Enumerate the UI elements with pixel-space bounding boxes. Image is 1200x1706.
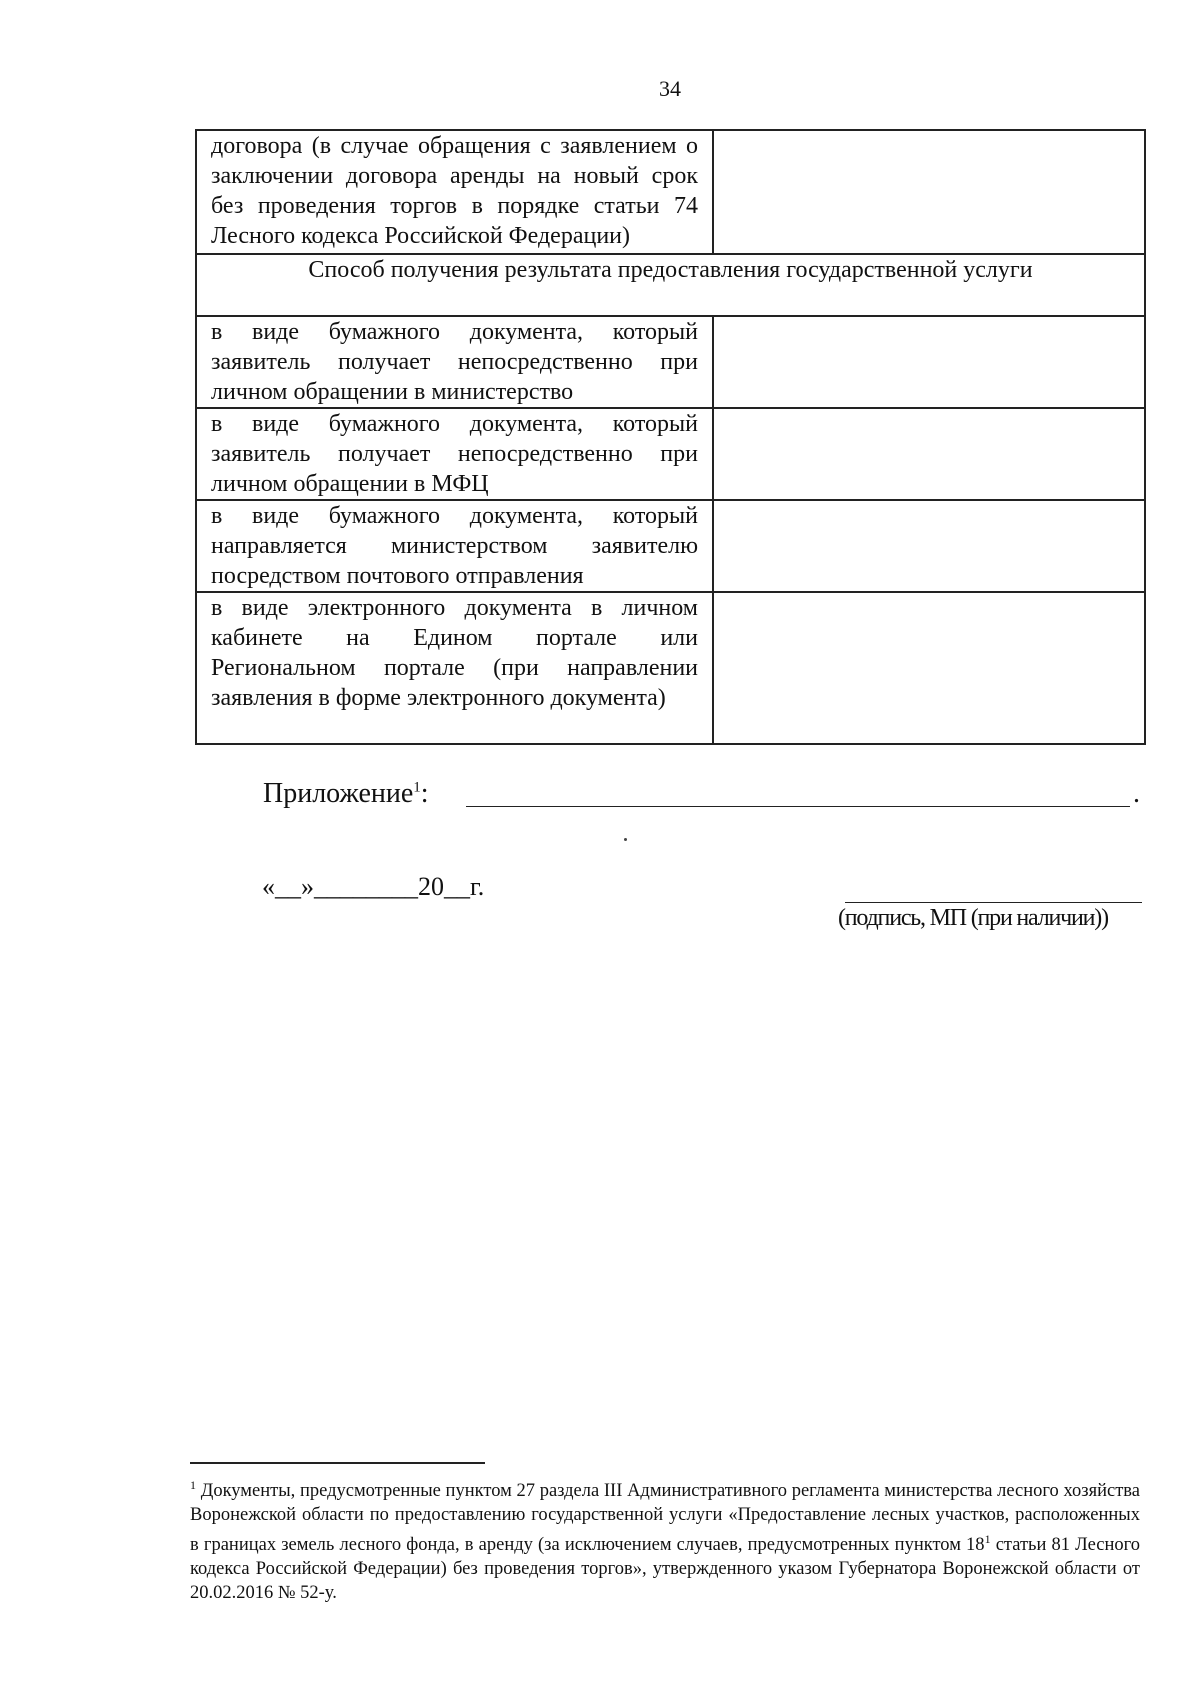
attachment-text: Приложение (263, 778, 414, 809)
date-field[interactable]: «__»________20__г. (262, 872, 485, 901)
table-cell-empty[interactable] (713, 130, 1145, 254)
table-cell-text: в виде бумажного документа, который заявитель получает непосредственно при личном обращении в МФЦ (196, 408, 713, 500)
table-cell-empty[interactable] (713, 316, 1145, 408)
table-row (196, 130, 1145, 254)
table-cell-empty[interactable] (713, 500, 1145, 592)
footnote (190, 1473, 1140, 1605)
footnote-marker: 1 (413, 779, 421, 796)
page-number: 34 (659, 76, 681, 101)
table-row (196, 592, 1145, 744)
footnote-superscript: 1 (984, 1532, 991, 1547)
attachment-end-dot: . (1133, 778, 1140, 809)
footnote-text-end: статьи 81 Лесного кодекса Российской Федерации) без проведения торгов», утвержденного указом Губернатора Воронежской области от 20.02.2016 № 52-у. (190, 1535, 1140, 1604)
signature-line[interactable] (845, 902, 1142, 903)
table-row (196, 500, 1145, 592)
footnote-number: 1 (190, 1478, 196, 1492)
footnote-text: Документы, предусмотренные пунктом 27 раздела III Административного регламента министерства лесного хозяйства Воронежской области по предоставлению государственной услуги «Предоставление лесных участков, расположенных в границах земель лесного фонда, в аренду (за исключением случаев, предусмотренных пунктом 18 (190, 1481, 1140, 1556)
table-cell-text: в виде бумажного документа, который направляется министерством заявителю посредством почтового отправления (196, 500, 713, 592)
table-cell-text: в виде бумажного документа, который заявитель получает непосредственно при личном обращении в министерство (196, 316, 713, 408)
service-result-table (195, 129, 1146, 745)
speck-mark (624, 838, 627, 841)
table-cell-text: договора (в случае обращения с заявлением о заключении договора аренды на новый срок без проведения торгов в порядке статьи 74 Лесного кодекса Российской Федерации) (196, 130, 713, 254)
table-cell-text: в виде электронного документа в личном кабинете на Едином портале или Региональном портале (при направлении заявления в форме электронного документа) (196, 592, 713, 744)
attachment-blank-line[interactable] (466, 806, 1130, 807)
section-header-row (196, 254, 1145, 316)
footnote-separator (190, 1462, 485, 1464)
signature-caption: (подпись, МП (при наличии)) (838, 905, 1108, 931)
table-cell-empty[interactable] (713, 592, 1145, 744)
table-row (196, 316, 1145, 408)
attachment-colon: : (420, 778, 429, 809)
table-row (196, 408, 1145, 500)
table-cell-empty[interactable] (713, 408, 1145, 500)
attachment-label (263, 778, 429, 810)
section-header: Способ получения результата предоставления государственной услуги (196, 254, 1145, 316)
